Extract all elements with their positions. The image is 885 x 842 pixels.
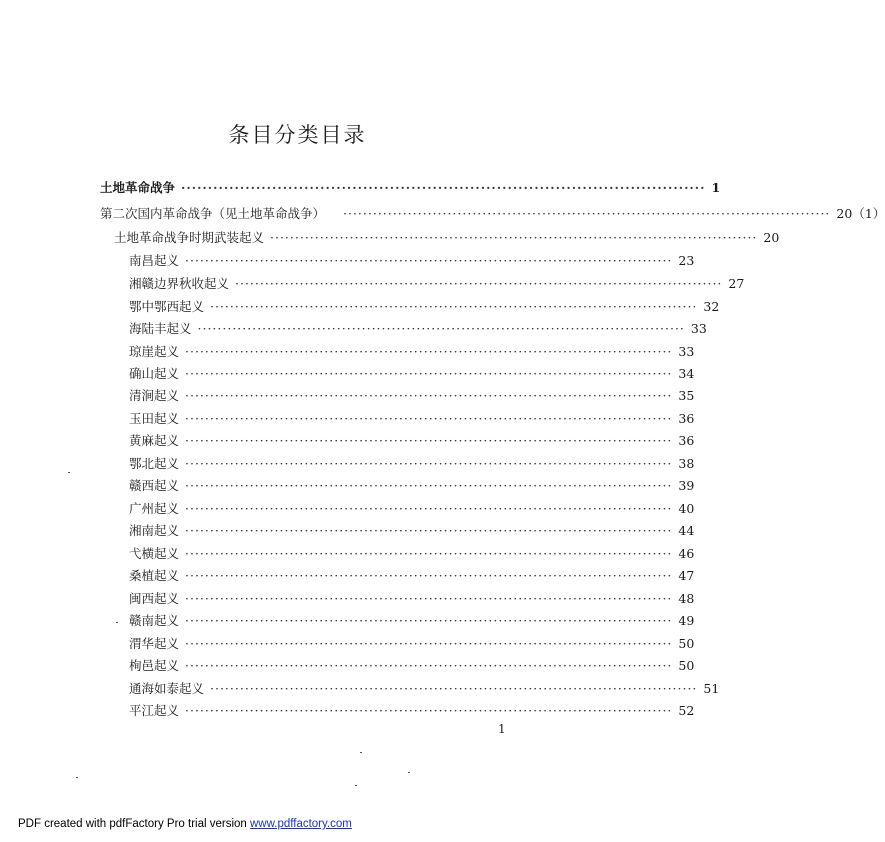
toc-entry-page: 36 [678,433,695,448]
toc-entry-label: 湘赣边界秋收起义 [129,276,230,291]
toc-entry-label: 鄂北起义 [129,456,180,471]
toc-entry-page: 40 [678,501,695,516]
toc-entry [100,180,721,196]
toc-entry-page: 44 [678,523,695,538]
toc-entry-page: 50 [678,658,695,673]
scan-speck [116,622,118,623]
toc-entry [129,321,707,337]
toc-entry-page: 52 [678,703,695,718]
toc-leader-dots: ·································································································· [185,344,673,359]
toc-entry [129,568,695,584]
toc-entry-label: 渭华起义 [129,636,180,651]
toc-leader-dots: ·································································································· [185,636,673,651]
toc-entry-page: 50 [678,636,695,651]
toc-entry-label: 南昌起义 [129,253,180,268]
toc-entry-page: 34 [678,366,695,381]
toc-leader-dots: ·································································································· [197,321,685,336]
toc-entry [129,703,695,719]
toc-entry-label: 广州起义 [129,501,180,516]
toc-entry-label: 清涧起义 [129,388,180,403]
toc-entry [129,681,720,697]
toc-entry-label: 第二次国内革命战争（见土地革命战争） [100,206,326,221]
toc-entry [129,658,695,674]
toc-leader-dots: ·································································································· [181,180,706,195]
toc-entry [129,344,695,360]
toc-entry-page: 27 [728,276,745,291]
toc-leader-dots: ·································································································· [185,613,673,628]
pdffactory-link[interactable]: www.pdffactory.com [250,818,352,830]
scan-speck [68,472,70,473]
toc-entry-page: 33 [678,344,695,359]
toc-entry [129,636,695,652]
toc-entry-label: 赣西起义 [129,478,180,493]
toc-leader-dots: ·································································································· [185,523,673,538]
toc-entry-label: 闽西起义 [129,591,180,606]
toc-leader-dots: ·································································································· [185,388,673,403]
toc-entry-label: 平江起义 [129,703,180,718]
pdf-footer-text: PDF created with pdfFactory Pro trial version [18,818,250,830]
toc-leader-dots: ·································································································· [210,299,698,314]
toc-entry [129,546,695,562]
toc-entry-page: 38 [678,456,695,471]
pdf-watermark-footer [18,818,352,830]
toc-entry [129,591,695,607]
toc-entry-label: 土地革命战争 [100,180,176,195]
toc-entry-page: 32 [703,299,720,314]
toc-entry [114,230,780,246]
toc-entry-label: 赣南起义 [129,613,180,628]
toc-leader-dots: ·································································································· [185,478,673,493]
toc-leader-dots: ·································································································· [185,501,673,516]
scan-speck [355,785,357,786]
toc-entry-page: 1 [711,180,721,195]
page-title: 条目分类目录 [228,123,367,147]
toc-entry-page: 48 [678,591,695,606]
toc-entry [129,456,695,472]
toc-entry [129,388,695,404]
toc-entry-label: 黄麻起义 [129,433,180,448]
scan-speck [408,772,410,773]
toc-leader-dots: ·································································································· [185,253,673,268]
toc-leader-dots: ·································································································· [343,206,831,221]
toc-entry [100,206,885,222]
toc-entry-page: 39 [678,478,695,493]
toc-entry [129,478,695,494]
toc-entry [129,501,695,517]
toc-leader-dots: ·································································································· [185,703,673,718]
page-number: 1 [498,722,506,736]
toc-entry-label: 琼崖起义 [129,344,180,359]
toc-entry-label: 鄂中鄂西起义 [129,299,205,314]
toc-leader-dots: ·································································································· [185,591,673,606]
toc-leader-dots: ·································································································· [270,230,758,245]
toc-leader-dots: ·································································································· [235,276,723,291]
toc-leader-dots: ·································································································· [185,433,673,448]
toc-leader-dots: ·································································································· [185,456,673,471]
toc-leader-dots: ·································································································· [210,681,698,696]
toc-entry-label: 弋横起义 [129,546,180,561]
toc-entry-page: 36 [678,411,695,426]
toc-entry [129,613,695,629]
toc-leader-dots: ·································································································· [185,546,673,561]
toc-entry [129,523,695,539]
toc-entry-label: 桑植起义 [129,568,180,583]
toc-entry-label: 土地革命战争时期武装起义 [114,230,265,245]
toc-entry-page: 33 [690,321,707,336]
toc-leader-dots: ·································································································· [185,568,673,583]
toc-entry [129,276,745,292]
toc-entry-page: 46 [678,546,695,561]
toc-leader-dots: ·································································································· [185,366,673,381]
scan-speck [76,777,78,778]
toc-entry-page: 23 [678,253,695,268]
toc-entry-label: 确山起义 [129,366,180,381]
toc-entry-page: 49 [678,613,695,628]
toc-entry-page: 51 [703,681,720,696]
toc-entry-page: 20（1） [836,206,885,221]
toc-entry [129,299,720,315]
toc-entry [129,433,695,449]
toc-entry [129,411,695,427]
toc-leader-dots: ·································································································· [185,411,673,426]
toc-leader-dots: ·································································································· [185,658,673,673]
toc-entry-label: 玉田起义 [129,411,180,426]
toc-entry-page: 47 [678,568,695,583]
toc-entry [129,366,695,382]
toc-entry-label: 栒邑起义 [129,658,180,673]
scan-speck [360,752,362,753]
toc-entry [129,253,695,269]
toc-entry-page: 20 [763,230,780,245]
toc-entry-page: 35 [678,388,695,403]
toc-entry-label: 湘南起义 [129,523,180,538]
toc-entry-label: 海陆丰起义 [129,321,192,336]
toc-entry-label: 通海如泰起义 [129,681,205,696]
